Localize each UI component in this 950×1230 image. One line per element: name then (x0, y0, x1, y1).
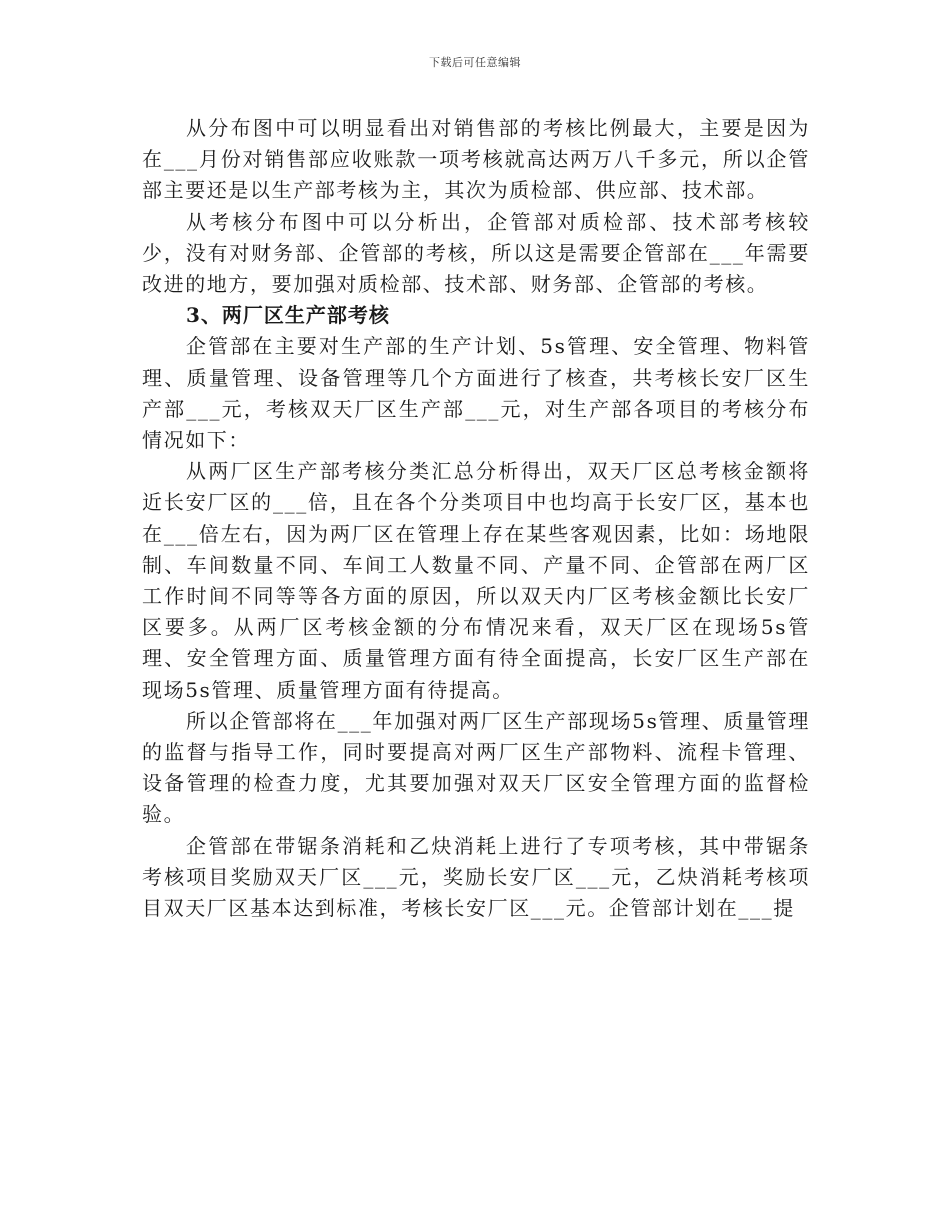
paragraph-comparison: 从两厂区生产部考核分类汇总分析得出，双天厂区总考核金额将近长安厂区的___倍，且在各个分类项目中也均高于长安厂区，基本也在___倍左右，因为两厂区在管理上存在某些客观因素，比如：场地限制、车间数量不同、车间工人数量不同、产量不同、企管部在两厂区工作时间不同等等各方面的原因，所以双天内厂区考核金额比长安厂区要多。从两厂区考核金额的分布情况来看，双天厂区在现场5s管理、安全管理方面、质量管理方面有待全面提高，长安厂区生产部在现场5s管理、质量管理方面有待提高。 (142, 459, 810, 702)
section-heading: 3、两厂区生产部考核 (186, 303, 390, 328)
paragraph-special-review: 企管部在带锯条消耗和乙炔消耗上进行了专项考核，其中带锯条考核项目奖励双天厂区___元，奖励长安厂区___元，乙炔消耗考核项目双天厂区基本达到标准，考核长安厂区___元。企管部计划在___提 (142, 833, 810, 921)
document-body (142, 113, 810, 924)
page-header: 下载后可任意编辑 (429, 56, 521, 69)
paragraph-production-review: 企管部在主要对生产部的生产计划、5s管理、安全管理、物料管理、质量管理、设备管理等几个方面进行了核查，共考核长安厂区生产部___元，考核双天厂区生产部___元，对生产部各项目的考核分布情况如下： (142, 334, 810, 453)
paragraph-sales-analysis: 从分布图中可以明显看出对销售部的考核比例最大，主要是因为在___月份对销售部应收账款一项考核就高达两万八千多元，所以企管部主要还是以生产部考核为主，其次为质检部、供应部、技术部。 (142, 116, 810, 203)
paragraph-distribution-analysis: 从考核分布图中可以分析出，企管部对质检部、技术部考核较少，没有对财务部、企管部的考核，所以这是需要企管部在___年需要改进的地方，要加强对质检部、技术部、财务部、企管部的考核。 (142, 209, 810, 297)
paragraph-improvement-plan: 所以企管部将在___年加强对两厂区生产部现场5s管理、质量管理的监督与指导工作，同时要提高对两厂区生产部物料、流程卡管理、设备管理的检查力度，尤其要加强对双天厂区安全管理方面的监督检验。 (142, 708, 810, 827)
